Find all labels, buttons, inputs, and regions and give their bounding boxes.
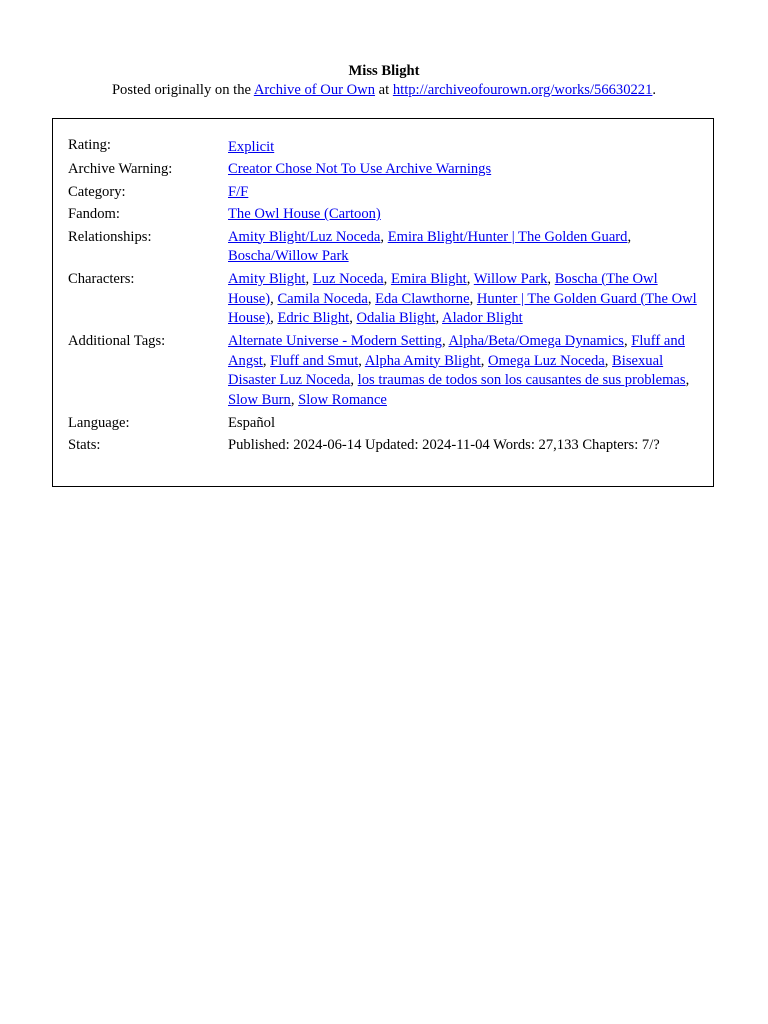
- tag-separator: ,: [441, 332, 449, 349]
- tag-link[interactable]: Eda Clawthorne: [375, 290, 470, 307]
- language-row: [68, 414, 698, 434]
- tag-link[interactable]: Slow Romance: [298, 392, 387, 409]
- tag-separator: ,: [305, 270, 313, 287]
- trailing-period: .: [652, 82, 657, 98]
- stats-label: Stats:: [68, 436, 101, 453]
- tag-separator: ,: [270, 310, 278, 327]
- tag-link[interactable]: Luz Noceda: [312, 270, 384, 287]
- tag-separator: ,: [270, 290, 278, 307]
- tag-separator: ,: [358, 352, 365, 369]
- category-label: Category:: [68, 183, 126, 200]
- tag-separator: ,: [435, 310, 443, 327]
- fandom-row: [68, 205, 698, 225]
- work-url-link[interactable]: http://archiveofourown.org/works/56630221: [392, 82, 653, 98]
- language-value: Español: [228, 414, 276, 431]
- characters-row: [68, 270, 698, 329]
- tag-link[interactable]: Alpha/Beta/Omega Dynamics: [448, 332, 624, 349]
- tag-separator: ,: [349, 310, 357, 327]
- tag-link[interactable]: The Owl House (Cartoon): [228, 206, 381, 223]
- posted-prefix: Posted originally on the: [111, 82, 254, 98]
- tag-separator: ,: [547, 270, 555, 287]
- tag-link[interactable]: Emira Blight: [390, 270, 467, 287]
- tag-link[interactable]: Boscha/Willow Park: [228, 248, 349, 265]
- tag-separator: ,: [466, 270, 474, 287]
- relationships-label: Relationships:: [68, 228, 152, 245]
- tag-link[interactable]: Alador Blight: [442, 310, 523, 327]
- tag-separator: ,: [627, 228, 632, 245]
- archive-warning-label: Archive Warning:: [68, 161, 173, 178]
- tag-link[interactable]: Alpha Amity Blight: [364, 352, 481, 369]
- tag-separator: ,: [350, 372, 358, 389]
- relationships-row: [68, 228, 698, 268]
- tag-link[interactable]: F/F: [228, 183, 249, 200]
- tag-link[interactable]: Edric Blight: [277, 310, 350, 327]
- rating-tags: [228, 136, 698, 158]
- rating-row: [68, 136, 698, 158]
- fandom-tags: [228, 205, 698, 225]
- archive-link[interactable]: Archive of Our Own: [253, 82, 376, 98]
- tag-link[interactable]: Camila Noceda: [277, 290, 368, 307]
- archive-warning-row: [68, 160, 698, 180]
- additional-tags-label: Additional Tags:: [68, 332, 166, 349]
- characters-tags: [228, 270, 698, 329]
- at-text: at: [375, 82, 393, 98]
- work-title: Miss Blight: [348, 63, 420, 79]
- tag-link[interactable]: Bisexual Disaster Luz Noceda: [228, 352, 664, 389]
- tag-link[interactable]: Fluff and Angst: [228, 332, 685, 369]
- characters-label: Characters:: [68, 270, 135, 287]
- work-header: [0, 62, 768, 100]
- tag-separator: ,: [480, 352, 489, 369]
- tag-separator: ,: [623, 332, 632, 349]
- tag-link[interactable]: Slow Burn: [228, 392, 291, 409]
- tag-link[interactable]: Amity Blight: [228, 270, 306, 287]
- tag-separator: ,: [367, 290, 376, 307]
- tag-separator: ,: [604, 352, 613, 369]
- tag-link[interactable]: Emira Blight/Hunter | The Golden Guard: [387, 228, 628, 245]
- relationships-tags: [228, 228, 698, 268]
- tag-separator: ,: [469, 290, 477, 307]
- additional-tags-list: [228, 332, 698, 411]
- tag-link[interactable]: los traumas de todos son los causantes de sus problemas: [357, 372, 686, 389]
- language-label: Language:: [68, 414, 130, 431]
- archive-warning-tags: [228, 160, 698, 180]
- tag-separator: ,: [383, 270, 391, 287]
- stats-value: Published: 2024-06-14 Updated: 2024-11-04 Words: 27,133 Chapters: 7/?: [228, 436, 660, 453]
- tag-link[interactable]: Fluff and Smut: [270, 352, 359, 369]
- tag-separator: ,: [262, 352, 271, 369]
- work-metadata-box: [52, 118, 714, 487]
- posted-line: [0, 81, 768, 100]
- fandom-label: Fandom:: [68, 206, 120, 223]
- additional-tags-row: [68, 332, 698, 411]
- stats-row: [68, 436, 698, 456]
- tag-link[interactable]: Hunter | The Golden Guard (The Owl House): [228, 290, 697, 327]
- tag-link[interactable]: Willow Park: [473, 270, 548, 287]
- tag-separator: ,: [290, 392, 299, 409]
- tag-link[interactable]: Omega Luz Noceda: [488, 352, 605, 369]
- tag-link[interactable]: Alternate Universe - Modern Setting: [228, 332, 442, 349]
- rating-label: Rating:: [68, 137, 111, 153]
- tag-link[interactable]: Explicit: [228, 139, 275, 155]
- category-row: [68, 183, 698, 203]
- tag-link[interactable]: Boscha (The Owl House): [228, 270, 658, 307]
- tag-separator: ,: [685, 372, 690, 389]
- tag-link[interactable]: Amity Blight/Luz Noceda: [228, 228, 381, 245]
- category-tags: [228, 183, 698, 203]
- tag-separator: ,: [380, 228, 388, 245]
- metadata-table: [68, 136, 698, 458]
- tag-link[interactable]: Odalia Blight: [356, 310, 436, 327]
- tag-link[interactable]: Creator Chose Not To Use Archive Warnings: [228, 161, 492, 178]
